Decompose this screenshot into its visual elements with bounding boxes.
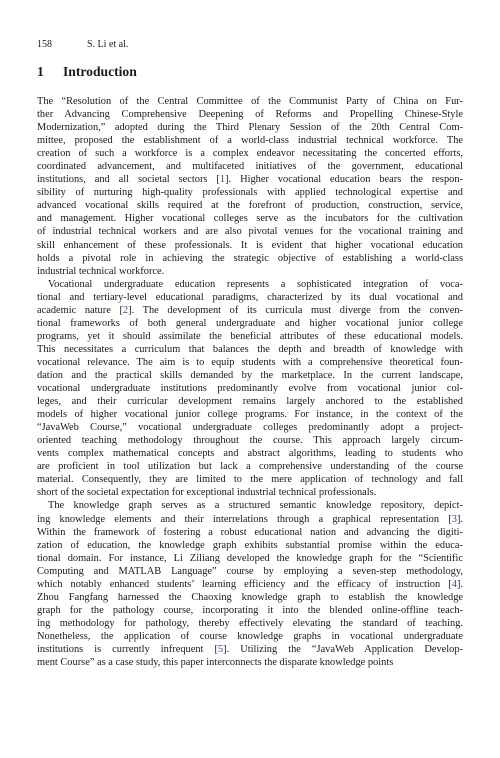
text-line: The “Resolution of the Central Committee of the Communist Party of China on Fur- — [37, 96, 463, 107]
text-line: “JavaWeb Course,” vocational undergraduate colleges predominantly adopt a project- — [37, 422, 463, 434]
text-line: mittee, proposed the establishment of a world-class industrial technical workforce. The — [37, 135, 463, 147]
text-line: tional domain. For instance, Li Ziliang developed the knowledge graph for the “Scientific — [37, 552, 463, 564]
running-head — [37, 38, 128, 51]
text-line: oriented teaching methodology throughout the course. This approach largely circum- — [37, 435, 463, 447]
text-line: skill enhancement of these professionals. It is evident that higher vocational education — [37, 239, 463, 251]
text-line: tional frameworks of both general undergraduate and higher vocational junior college — [37, 317, 463, 329]
text-line: vocational undergraduate institutions predominantly evolve from vocational junior col- — [37, 383, 463, 395]
page-number: 158 — [37, 39, 52, 50]
citation-link[interactable]: 1 — [219, 174, 226, 186]
text-line: Within the framework of fostering a robust educational nation and advancing the digiti- — [37, 526, 463, 538]
citation-link[interactable]: 4 — [451, 578, 457, 590]
text-line: Modernization,” adopted during the Third Plenary Session of the 20th Central Com- — [37, 122, 463, 134]
text-line: short of the societal expectation for exceptional industrial technical professionals. — [37, 487, 377, 499]
text-line: vents complex mathematical concepts and abstract algorithms, leading to students who — [37, 448, 463, 460]
text-line: holds a pivotal role in achieving the strategic objective of establishing a world-class — [37, 252, 463, 264]
text-line: coordinated advancement, and multifaceted initiatives of the government, educational — [37, 161, 463, 173]
paragraph — [37, 95, 463, 278]
text-line: vocational relevance. The aim is to equip students with a comprehensive theoretical foun- — [37, 356, 463, 368]
text-line: leges, and their curricular development remains largely anchored to the established — [37, 396, 463, 408]
text-line: tional and tertiary-level educational paradigms, characterized by its dual vocational and — [37, 291, 463, 303]
paragraph — [37, 499, 463, 669]
text-line: ing methodology for pathology, thereby effectively elevating the standard of teaching. — [37, 617, 463, 629]
text-line: sibility of nurturing high-quality professionals with applied technological expertise and — [37, 187, 463, 199]
text-line: advanced vocational skills required at the forefront of production, construction, service, — [37, 200, 463, 212]
text-line: of industrial technical workers and are also pivotal venues for the vocational training and — [37, 226, 463, 238]
text-line: creation of such a workforce is a complex endeavor necessitating the concerted efforts, — [37, 148, 463, 160]
text-line: ther Advancing Comprehensive Deepening of Reforms and Propelling Chinese-Style — [37, 109, 463, 121]
section-title: Introduction — [63, 64, 137, 79]
section-body — [37, 95, 463, 669]
text-line: ment Course” as a case study, this paper interconnects the disparate knowledge points — [37, 657, 394, 669]
text-line: material. Consequently, they are limited to the mere application of technology and fall — [37, 474, 463, 486]
text-line: Vocational undergraduate education represents a sophisticated integration of voca- — [48, 278, 463, 290]
citation-link[interactable]: 3 — [451, 513, 457, 525]
text-line: Nonetheless, the application of course knowledge graphs in vocational undergraduate — [37, 630, 463, 642]
citation-link[interactable]: 2 — [122, 304, 129, 316]
text-line: Zhou Fangfang harnessed the Chaoxing knowledge graph to establish the knowledge — [37, 591, 463, 603]
text-line: academic nature [2]. The development of its curricula must diverge from the conven- — [37, 304, 463, 316]
text-line: dation and the practical skills demanded by the marketplace. In the current landscape, — [37, 369, 463, 381]
text-line: This necessitates a curriculum that balances the depth and breadth of knowledge with — [37, 343, 463, 355]
text-line: are proficient in tool utilization but lack a comprehensive understanding of the course — [37, 461, 463, 473]
running-head-authors: S. Li et al. — [87, 39, 129, 50]
text-line: graph for the pathology course, incorporating it into the blended online-offline teach- — [37, 604, 463, 616]
paragraph — [37, 278, 463, 500]
text-line: programs, yet it should assimilate the beneficial attributes of these educational models. — [37, 330, 463, 342]
text-line: Computing and MATLAB Language” course by employing a seven-step methodology, — [37, 565, 463, 577]
text-line: models of higher vocational junior college programs. For instance, in the context of the — [37, 409, 463, 421]
text-line: institutions, and all societal sectors [1]. Higher vocational education bears the respon- — [37, 174, 463, 186]
text-line: The knowledge graph serves as a structured semantic knowledge repository, depict- — [48, 500, 463, 512]
text-line: industrial technical workforce. — [37, 265, 165, 277]
section-number: 1 — [37, 64, 44, 79]
citation-link[interactable]: 5 — [217, 643, 224, 655]
text-line: which notably enhanced students’ learning efficiency and the efficacy of instruction [4]. — [37, 578, 463, 590]
text-line: and management. Higher vocational colleges serve as the incubators for the cultivation — [37, 213, 463, 225]
text-line: ing knowledge elements and their interrelations through a graphical representation [3]. — [37, 513, 463, 525]
section-heading — [37, 63, 137, 80]
text-line: institutions is currently infrequent [5]. Utilizing the “JavaWeb Application Develop- — [37, 643, 463, 655]
text-line: zation of education, the knowledge graph exhibits substantial promise within the educa- — [37, 539, 463, 551]
